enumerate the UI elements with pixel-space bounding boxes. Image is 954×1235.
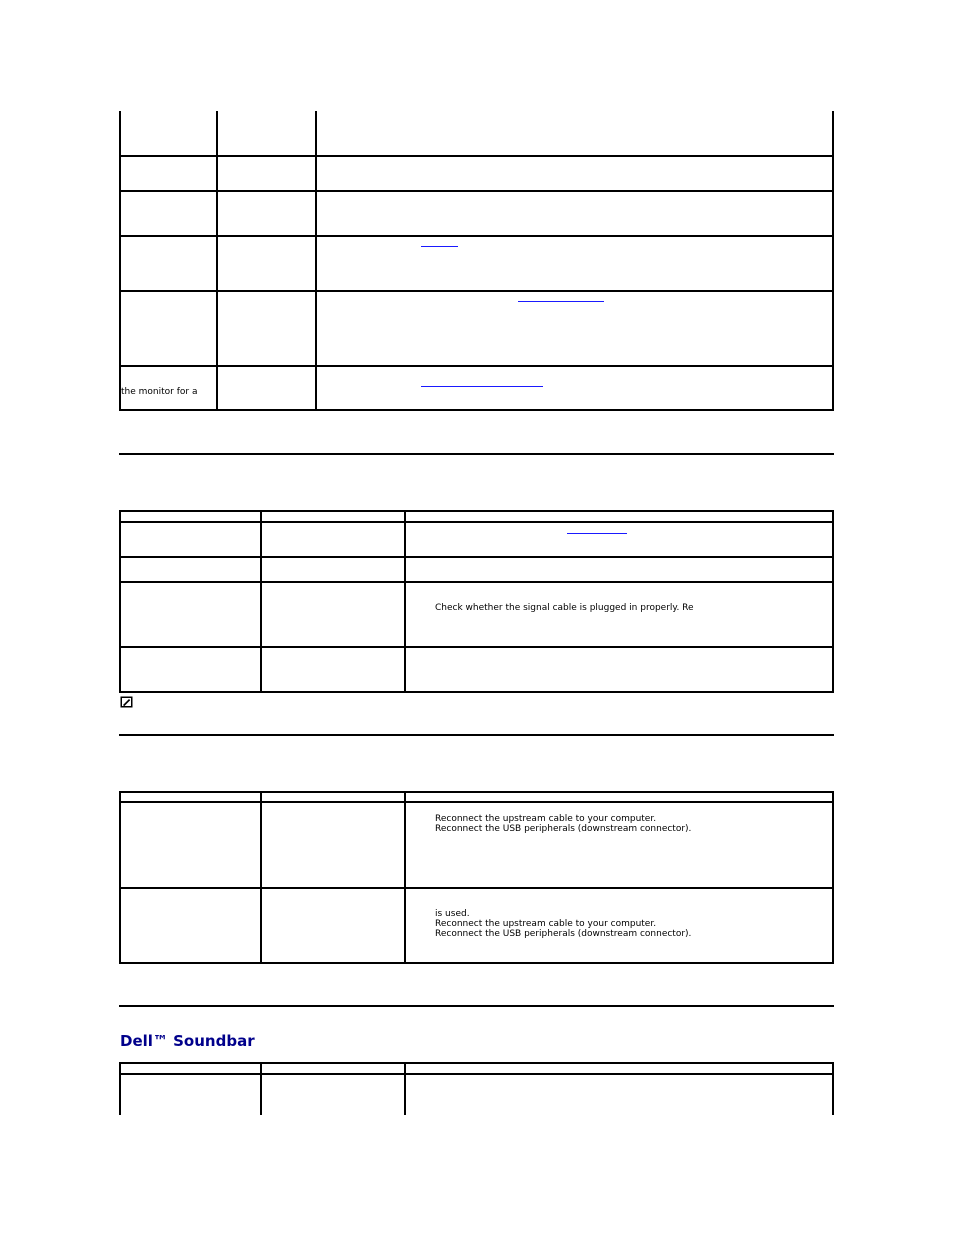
table2-border-bottom <box>119 691 834 693</box>
table3-border-right <box>832 791 834 964</box>
table3-border-top <box>119 791 834 793</box>
table1-row-line <box>119 290 834 292</box>
table1-cell-text: the monitor for a <box>121 387 198 397</box>
table2-divider-1 <box>260 510 262 693</box>
table2-border-left <box>119 510 121 693</box>
table1-link[interactable] <box>421 386 543 387</box>
note-pencil-icon <box>120 696 133 708</box>
table2-border-right <box>832 510 834 693</box>
list-item: Reconnect the USB peripherals (downstream connector). <box>435 929 692 939</box>
section-heading-soundbar: Dell™ Soundbar <box>120 1032 255 1050</box>
table4-divider-2 <box>404 1062 406 1115</box>
list-item: Reconnect the upstream cable to your computer. <box>435 919 657 929</box>
table4-divider-1 <box>260 1062 262 1115</box>
table2-row-line <box>119 581 834 583</box>
table3-divider-2 <box>404 791 406 964</box>
table2-cell-text: Check whether the signal cable is plugged in properly. Re <box>435 603 694 613</box>
table2-row-line <box>119 646 834 648</box>
table1-link[interactable] <box>518 301 604 302</box>
table4-border-right <box>832 1062 834 1115</box>
table3-header-line <box>119 801 834 803</box>
table2-divider-2 <box>404 510 406 693</box>
table3-row-line <box>119 887 834 889</box>
table4-border-top <box>119 1062 834 1064</box>
section-divider <box>119 734 834 736</box>
list-item: is used. <box>435 909 470 919</box>
section-divider <box>119 1005 834 1007</box>
table1-border-bottom <box>119 409 834 411</box>
list-item: Reconnect the upstream cable to your computer. <box>435 814 657 824</box>
section-divider <box>119 453 834 455</box>
table1-row-line <box>119 155 834 157</box>
table2-row-line <box>119 556 834 558</box>
table3-border-left <box>119 791 121 964</box>
table4-header-line <box>119 1073 834 1075</box>
table4-border-left <box>119 1062 121 1115</box>
table3-divider-1 <box>260 791 262 964</box>
table2-header-line <box>119 521 834 523</box>
table2-link[interactable] <box>567 533 627 534</box>
table1-row-line <box>119 365 834 367</box>
table1-row-line <box>119 190 834 192</box>
table3-border-bottom <box>119 962 834 964</box>
table1-row-line <box>119 235 834 237</box>
table2-border-top <box>119 510 834 512</box>
list-item: Reconnect the USB peripherals (downstream connector). <box>435 824 692 834</box>
table1-link[interactable] <box>421 246 458 247</box>
